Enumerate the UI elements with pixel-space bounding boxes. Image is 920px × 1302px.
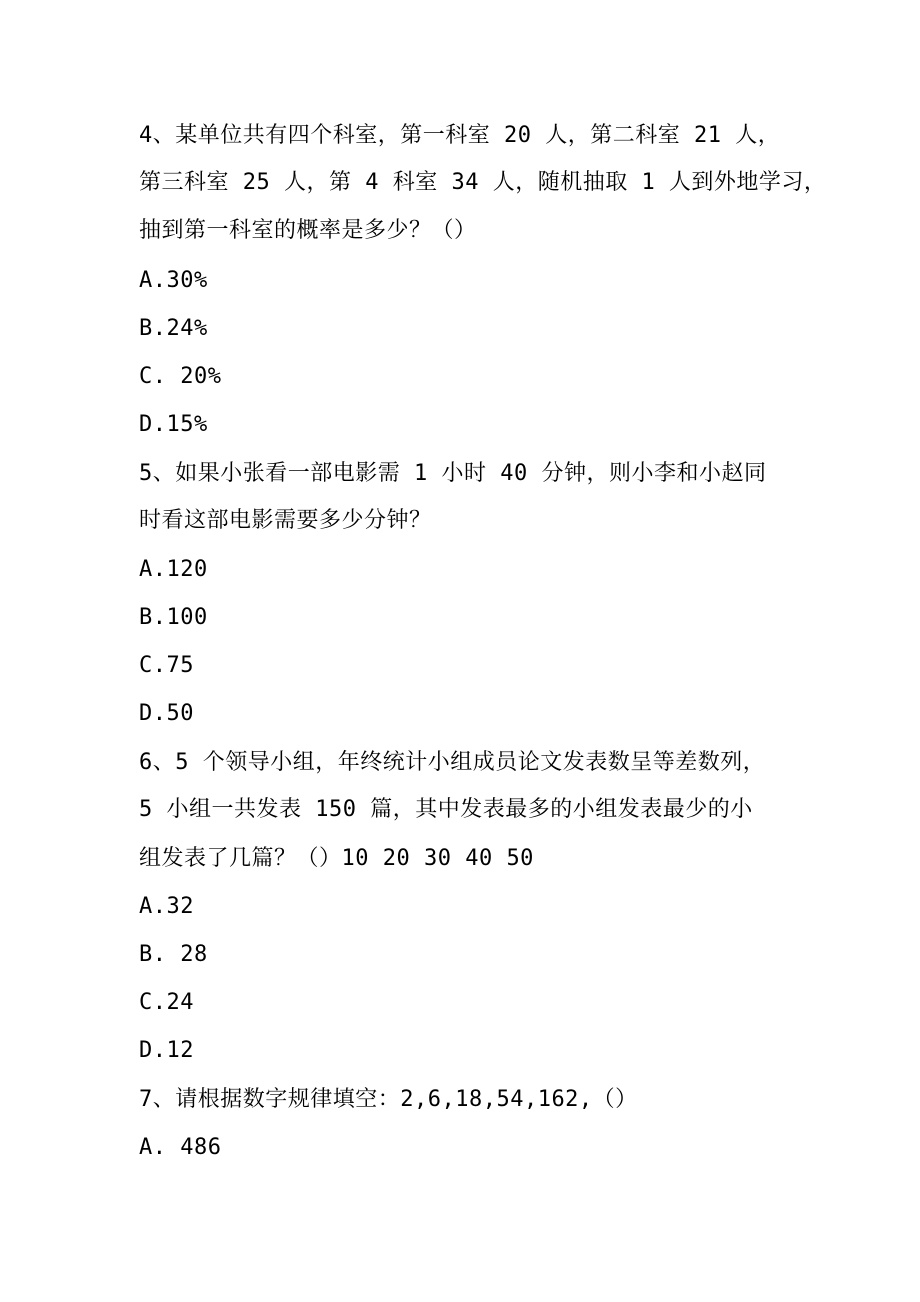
q6-line-2: 5 小组一共发表 150 篇，其中发表最多的小组发表最少的小 xyxy=(139,797,753,822)
q4-line-3: 抽到第一科室的概率是多少？（） xyxy=(139,218,477,243)
q6-line-1: 6、5 个领导小组，年终统计小组成员论文发表数呈等差数列， xyxy=(139,750,766,775)
q6-line-3: 组发表了几篇？（）10 20 30 40 50 xyxy=(139,846,534,871)
q4-option-c: C. 20% xyxy=(139,364,222,389)
q7-line-1: 7、请根据数字规律填空：2,6,18,54,162,（） xyxy=(139,1087,638,1112)
q5-option-c: C.75 xyxy=(139,653,194,678)
q5-option-d: D.50 xyxy=(139,701,194,726)
q6-option-d: D.12 xyxy=(139,1038,194,1063)
q5-line-2: 时看这部电影需要多少分钟？ xyxy=(139,508,432,533)
q7-option-a: A. 486 xyxy=(139,1135,222,1160)
q5-option-a: A.120 xyxy=(139,557,208,582)
q4-line-1: 4、某单位共有四个科室，第一科室 20 人，第二科室 21 人， xyxy=(139,123,781,148)
q4-option-d: D.15% xyxy=(139,412,208,437)
q4-option-b: B.24% xyxy=(139,316,208,341)
q6-option-c: C.24 xyxy=(139,990,194,1015)
q6-option-a: A.32 xyxy=(139,894,194,919)
q5-line-1: 5、如果小张看一部电影需 1 小时 40 分钟，则小李和小赵同 xyxy=(139,461,767,486)
q5-option-b: B.100 xyxy=(139,605,208,630)
q6-option-b: B. 28 xyxy=(139,942,208,967)
q4-option-a: A.30% xyxy=(139,268,208,293)
q4-line-2: 第三科室 25 人，第 4 科室 34 人，随机抽取 1 人到外地学习， xyxy=(139,170,827,195)
